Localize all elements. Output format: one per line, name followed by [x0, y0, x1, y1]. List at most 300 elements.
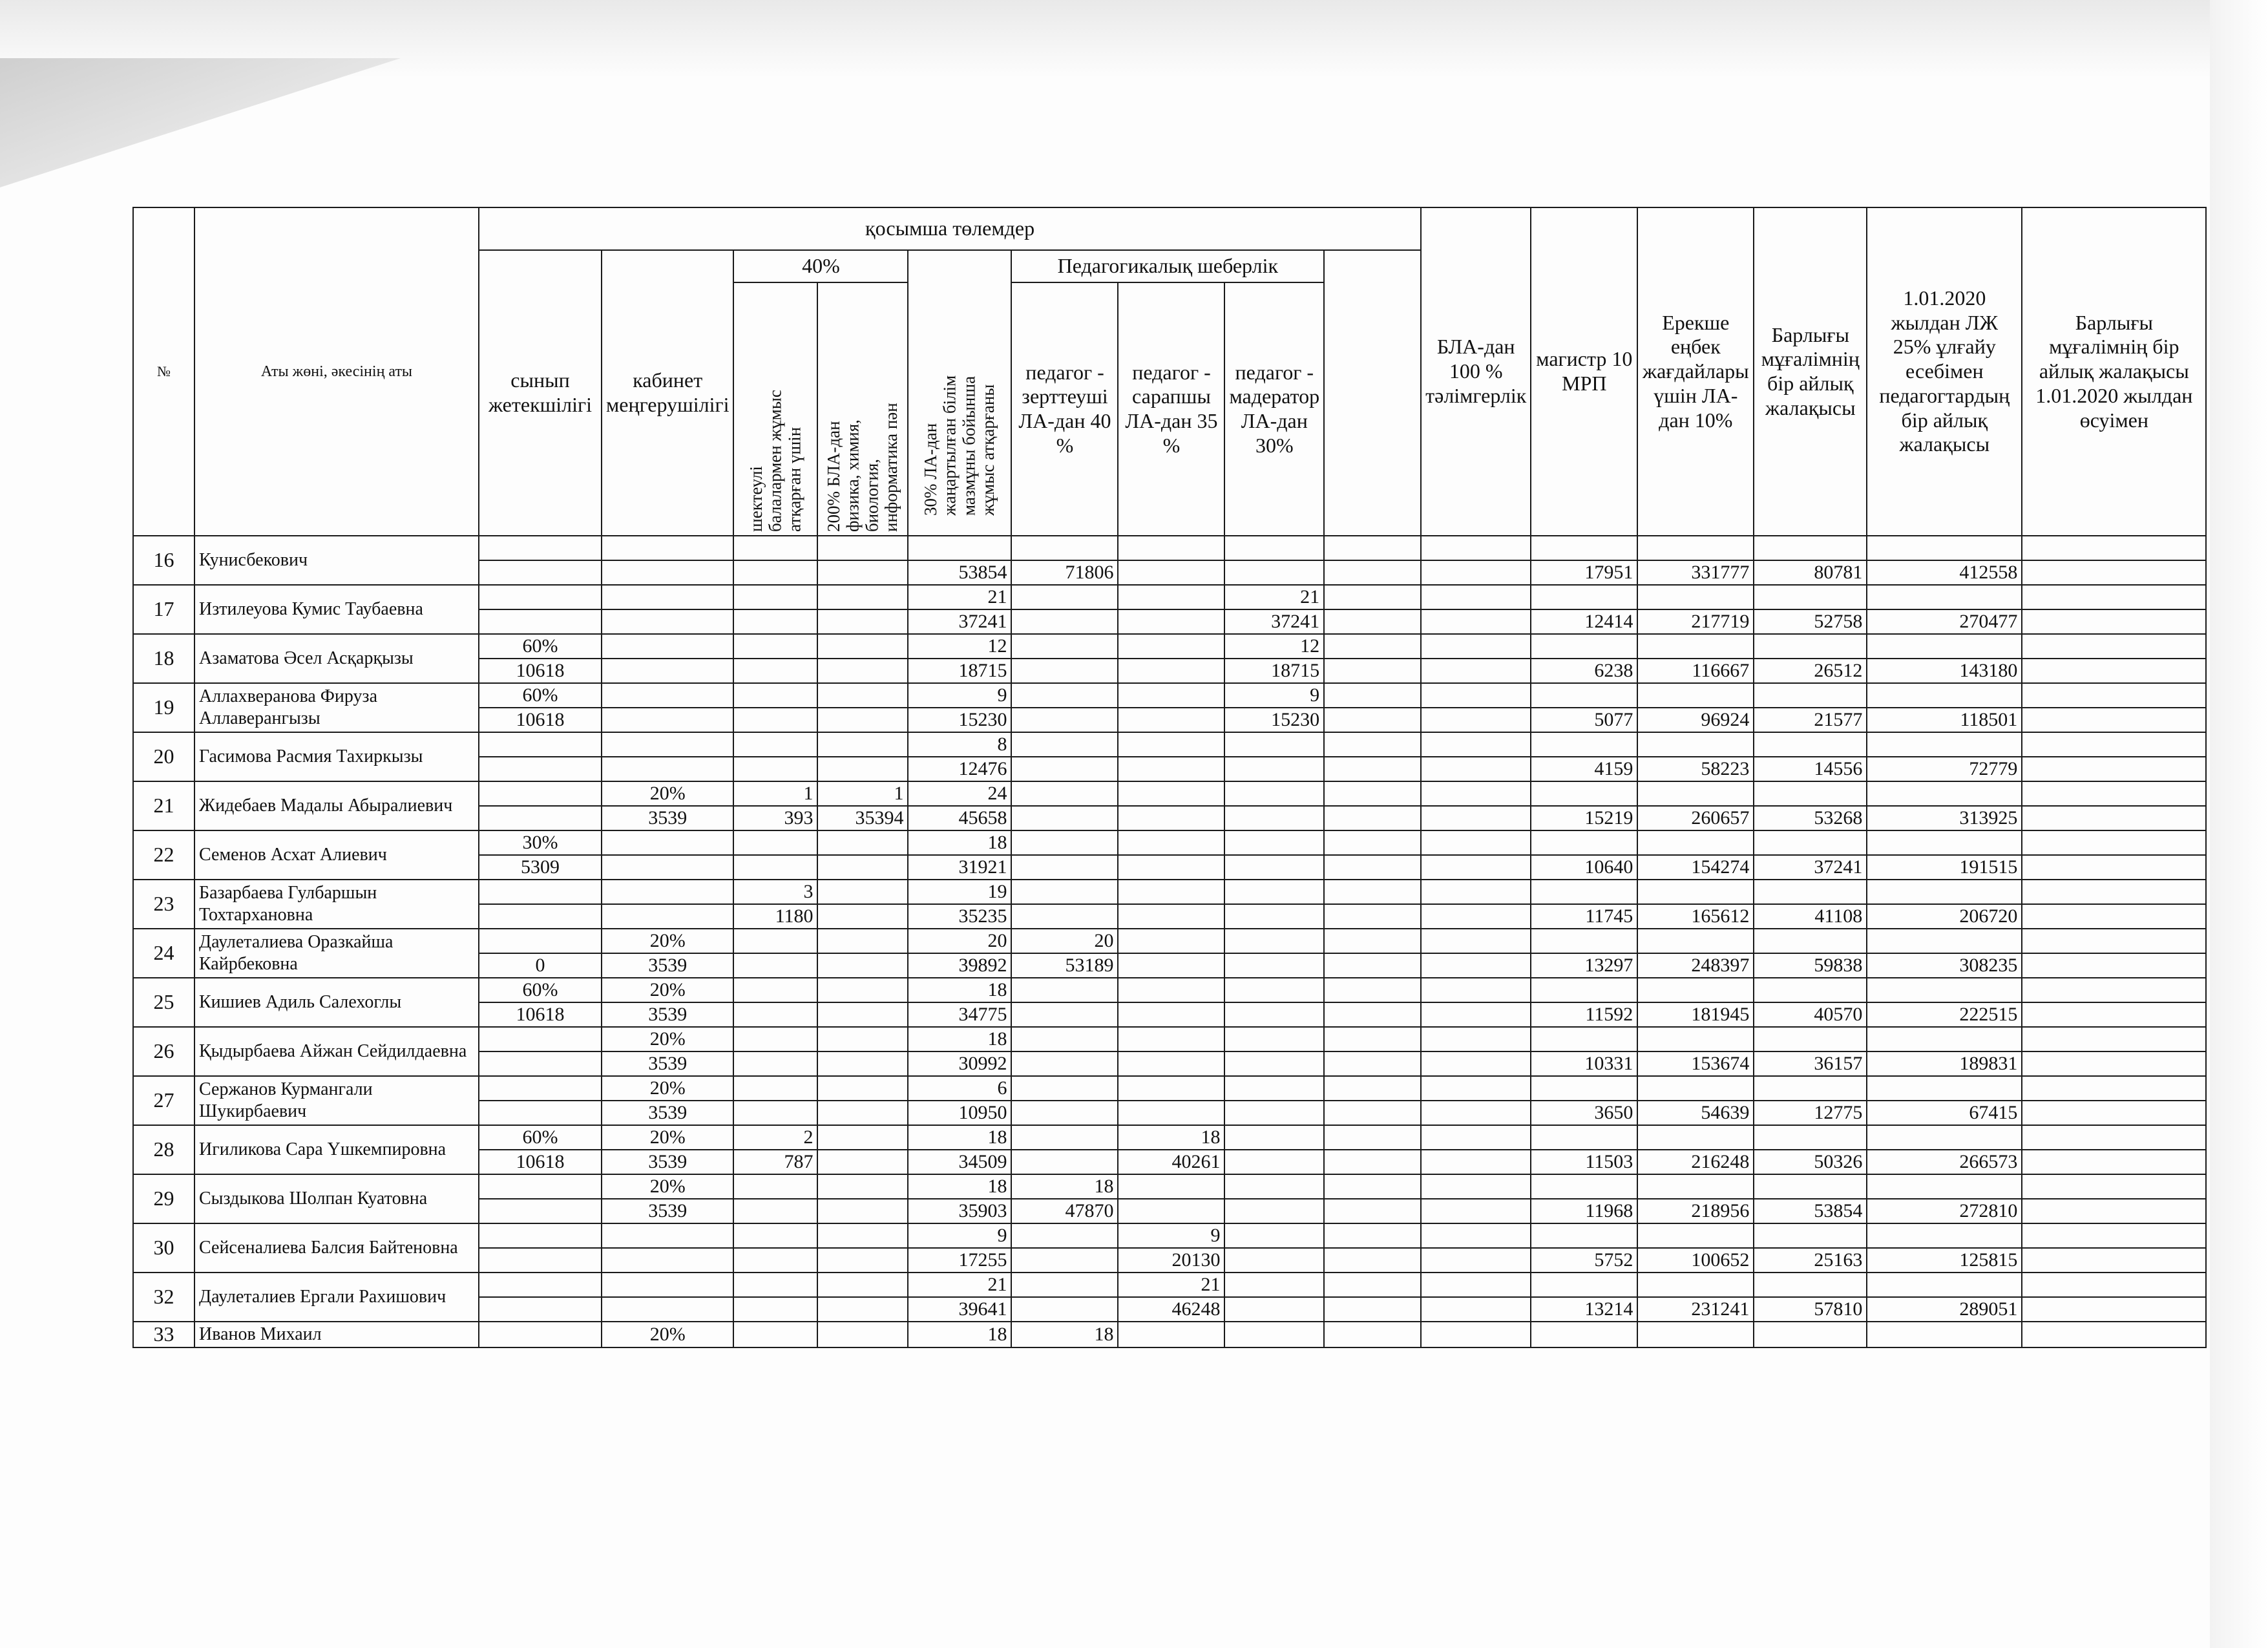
pedagog-mastery-header: Педагогикалық шеберлік [1011, 250, 1324, 282]
cell-amount [2022, 904, 2206, 929]
table-row [133, 536, 2206, 560]
cell-amount [817, 757, 908, 781]
cell-rate [2022, 732, 2206, 757]
cell-amount [2022, 1051, 2206, 1076]
cell-rate [1531, 683, 1637, 708]
cell-rate [1324, 781, 1421, 806]
cell-rate [1754, 1125, 1867, 1150]
page-edge [2210, 0, 2268, 1648]
cell-rate: 18 [908, 978, 1011, 1002]
cell-amount: 12414 [1531, 609, 1637, 634]
cell-rate [1754, 978, 1867, 1002]
cell-rate [1324, 1125, 1421, 1150]
cell-amount [733, 1051, 817, 1076]
cell-rate [1011, 781, 1118, 806]
cell-amount: 6238 [1531, 659, 1637, 683]
cell-amount [479, 1101, 602, 1125]
cell-amount [1224, 1297, 1324, 1322]
cell-rate [1224, 1223, 1324, 1248]
cell-rate [1637, 1174, 1754, 1199]
cell-rate [1324, 585, 1421, 609]
cell-rate [479, 732, 602, 757]
cell-amount: 80781 [1754, 560, 1867, 585]
cell-rate [479, 781, 602, 806]
cell-amount: 289051 [1867, 1297, 2022, 1322]
cell-rate [479, 1027, 602, 1051]
cell-rate [1754, 1273, 1867, 1297]
cell-rate [1754, 929, 1867, 953]
cell-rate [1867, 1125, 2022, 1150]
cell-rate [1754, 1027, 1867, 1051]
cell-rate [1637, 585, 1754, 609]
cell-amount [817, 1051, 908, 1076]
cell-amount [1011, 904, 1118, 929]
table-header [133, 207, 2206, 536]
cell-amount [733, 659, 817, 683]
bla30-line2: жаңартылған білім [940, 375, 960, 516]
cell-rate [602, 585, 733, 609]
cell-rate [1224, 1174, 1324, 1199]
cell-rate [817, 1273, 908, 1297]
cell-amount: 46248 [1118, 1297, 1224, 1322]
cell-rate [2022, 683, 2206, 708]
cell-rate [1224, 1076, 1324, 1101]
cell-rate: 9 [1118, 1223, 1224, 1248]
cell-amount [733, 609, 817, 634]
cell-amount [733, 855, 817, 880]
cell-rate [1867, 1027, 2022, 1051]
cell-amount [1324, 1199, 1421, 1223]
cell-amount: 100652 [1637, 1248, 1754, 1273]
cell-rate [1754, 683, 1867, 708]
cell-rate [1867, 1273, 2022, 1297]
cell-amount: 35903 [908, 1199, 1011, 1223]
cell-amount: 59838 [1754, 953, 1867, 978]
cell-rate: 8 [908, 732, 1011, 757]
cell-rate [1421, 1125, 1531, 1150]
teacher-name: Базарбаева Гулбаршын Тохтархановна [194, 880, 479, 929]
cell-rate [1224, 536, 1324, 560]
cell-amount: 17951 [1531, 560, 1637, 585]
cell-amount [1224, 560, 1324, 585]
cell-rate [817, 1174, 908, 1199]
cell-amount: 143180 [1867, 659, 2022, 683]
cell-rate [817, 978, 908, 1002]
cell-rate [1118, 929, 1224, 953]
extra-payments-header: қосымша төлемдер [479, 207, 1421, 250]
teacher-name: Даулеталиева Оразкайша Кайрбековна [194, 929, 479, 978]
cell-rate [1324, 536, 1421, 560]
cell-rate: 21 [1224, 585, 1324, 609]
cell-rate [1224, 978, 1324, 1002]
cell-rate [733, 929, 817, 953]
cell-rate [1637, 732, 1754, 757]
cell-amount [1421, 1051, 1531, 1076]
cell-rate [817, 929, 908, 953]
cell-rate [733, 683, 817, 708]
cell-amount: 54639 [1637, 1101, 1754, 1125]
cell-rate: 20% [602, 1125, 733, 1150]
cell-rate [1224, 1125, 1324, 1150]
col-cabinet: кабинет меңгерушілігі [602, 250, 733, 536]
cell-amount [1324, 1002, 1421, 1027]
cell-amount [1224, 1199, 1324, 1223]
cell-amount [479, 609, 602, 634]
cell-rate [1754, 1076, 1867, 1101]
cell-rate: 6 [908, 1076, 1011, 1101]
cell-rate [479, 1174, 602, 1199]
cell-rate [1421, 1174, 1531, 1199]
cell-amount: 218956 [1637, 1199, 1754, 1223]
cell-amount [817, 659, 908, 683]
cell-amount [1324, 609, 1421, 634]
table-row [133, 732, 2206, 757]
cell-rate [1324, 732, 1421, 757]
table-row [133, 830, 2206, 855]
cell-rate [1637, 781, 1754, 806]
teacher-name: Жидебаев Мадалы Абыралиевич [194, 781, 479, 830]
cell-rate [1867, 830, 2022, 855]
cell-amount [1421, 1199, 1531, 1223]
cell-rate [479, 1076, 602, 1101]
cell-amount: 3539 [602, 1002, 733, 1027]
cell-amount: 13297 [1531, 953, 1637, 978]
cell-rate [1867, 978, 2022, 1002]
cell-amount [1011, 609, 1118, 634]
cell-amount: 53854 [908, 560, 1011, 585]
row-number: 29 [133, 1174, 194, 1223]
cell-amount: 165612 [1637, 904, 1754, 929]
special-kids-line2: балалармен жұмыс [765, 390, 785, 532]
cell-rate [2022, 830, 2206, 855]
cell-rate [1637, 1076, 1754, 1101]
cell-amount: 11503 [1531, 1150, 1637, 1174]
cell-amount [1324, 1101, 1421, 1125]
cell-amount [2022, 708, 2206, 732]
table-row [133, 1174, 2206, 1199]
row-number: 33 [133, 1322, 194, 1347]
cell-rate [2022, 634, 2206, 659]
cell-amount [1324, 1051, 1421, 1076]
cell-rate: 60% [479, 1125, 602, 1150]
cell-amount: 272810 [1867, 1199, 2022, 1223]
cell-rate [817, 585, 908, 609]
col-bla-100: БЛА-дан 100 % тәлімгерлік [1421, 207, 1531, 536]
cell-rate [602, 1223, 733, 1248]
cell-amount [1421, 1150, 1531, 1174]
cell-rate [1637, 880, 1754, 904]
cell-amount [1324, 953, 1421, 978]
cell-amount: 393 [733, 806, 817, 830]
cell-amount: 11592 [1531, 1002, 1637, 1027]
cell-rate: 60% [479, 978, 602, 1002]
cell-amount: 4159 [1531, 757, 1637, 781]
cell-amount: 53268 [1754, 806, 1867, 830]
cell-rate [1224, 1273, 1324, 1297]
cell-amount: 266573 [1867, 1150, 2022, 1174]
cell-amount [602, 708, 733, 732]
bla30-line4: жұмыс атқарғаны [978, 384, 998, 516]
cell-rate [1754, 634, 1867, 659]
table-row [133, 1027, 2206, 1051]
cell-rate: 21 [1118, 1273, 1224, 1297]
cell-rate: 18 [1011, 1322, 1118, 1347]
cell-amount [733, 1101, 817, 1125]
cell-rate [817, 732, 908, 757]
cell-rate: 18 [908, 830, 1011, 855]
cell-amount [2022, 1002, 2206, 1027]
teacher-name: Сейсеналиева Балсия Байтеновна [194, 1223, 479, 1273]
cell-rate [1637, 978, 1754, 1002]
cell-rate [1754, 781, 1867, 806]
cell-amount [1224, 1248, 1324, 1273]
cell-rate: 19 [908, 880, 1011, 904]
cell-amount: 270477 [1867, 609, 2022, 634]
cell-rate [1421, 880, 1531, 904]
cell-rate [817, 1027, 908, 1051]
row-number: 23 [133, 880, 194, 929]
cell-amount [2022, 1297, 2206, 1322]
cell-amount: 787 [733, 1150, 817, 1174]
cell-amount: 35235 [908, 904, 1011, 929]
cell-rate [1011, 634, 1118, 659]
cell-rate [1637, 1273, 1754, 1297]
cell-rate [1011, 880, 1118, 904]
cell-rate [602, 683, 733, 708]
cell-rate [1637, 683, 1754, 708]
cell-rate [602, 634, 733, 659]
cell-amount [817, 609, 908, 634]
bla200-line1: 200% БЛА-дан [824, 421, 844, 532]
cell-rate: 1 [733, 781, 817, 806]
cell-amount [2022, 1150, 2206, 1174]
cell-amount [1118, 560, 1224, 585]
cell-amount [1421, 659, 1531, 683]
cell-rate [1531, 1273, 1637, 1297]
cell-rate [1011, 978, 1118, 1002]
bla200-line2: физика, химия, [843, 419, 863, 532]
cell-amount: 18715 [908, 659, 1011, 683]
teacher-name: Иванов Михаил [194, 1322, 479, 1347]
row-number: 28 [133, 1125, 194, 1174]
cell-amount: 26512 [1754, 659, 1867, 683]
cell-amount: 5309 [479, 855, 602, 880]
cell-amount [733, 953, 817, 978]
cell-amount: 53854 [1754, 1199, 1867, 1223]
cell-rate [2022, 929, 2206, 953]
cell-rate [1118, 1322, 1224, 1347]
cell-rate [2022, 1076, 2206, 1101]
cell-amount: 37241 [1754, 855, 1867, 880]
cell-amount: 10331 [1531, 1051, 1637, 1076]
cell-amount [1011, 1248, 1118, 1273]
cell-rate: 21 [908, 585, 1011, 609]
row-number: 25 [133, 978, 194, 1027]
cell-amount [2022, 1248, 2206, 1273]
col-class-teacher: сынып жетекшілігі [479, 250, 602, 536]
cell-rate [1637, 1125, 1754, 1150]
cell-amount [1224, 757, 1324, 781]
cell-rate [1118, 1174, 1224, 1199]
cell-amount [1011, 806, 1118, 830]
cell-amount [1011, 1101, 1118, 1125]
cell-rate [602, 536, 733, 560]
cell-amount: 231241 [1637, 1297, 1754, 1322]
cell-amount: 31921 [908, 855, 1011, 880]
cell-rate [733, 1322, 817, 1347]
cell-rate [817, 1076, 908, 1101]
cell-rate [1637, 830, 1754, 855]
cell-amount: 72779 [1867, 757, 2022, 781]
cell-rate [1324, 1273, 1421, 1297]
row-number: 17 [133, 585, 194, 634]
table-row [133, 1273, 2206, 1297]
cell-rate [1224, 781, 1324, 806]
cell-rate: 18 [908, 1027, 1011, 1051]
cell-rate [1637, 1322, 1754, 1347]
cell-amount [1118, 1002, 1224, 1027]
cell-rate: 18 [908, 1125, 1011, 1150]
cell-amount [602, 855, 733, 880]
cell-rate: 18 [1011, 1174, 1118, 1199]
cell-rate [1118, 1076, 1224, 1101]
cell-amount: 39641 [908, 1297, 1011, 1322]
cell-amount [817, 904, 908, 929]
cell-rate [1867, 929, 2022, 953]
cell-amount: 10618 [479, 1150, 602, 1174]
cell-amount: 58223 [1637, 757, 1754, 781]
table-row [133, 1223, 2206, 1248]
cell-rate [2022, 1125, 2206, 1150]
cell-rate: 24 [908, 781, 1011, 806]
cell-amount: 10618 [479, 708, 602, 732]
table-row [133, 1322, 2206, 1347]
col-special-cond: Ерекше еңбек жағдайлары үшін ЛА-дан 10% [1637, 207, 1754, 536]
cell-rate [1224, 1027, 1324, 1051]
cell-amount [479, 904, 602, 929]
cell-rate: 21 [908, 1273, 1011, 1297]
cell-amount: 125815 [1867, 1248, 2022, 1273]
cell-rate [479, 1223, 602, 1248]
table-body [133, 536, 2206, 1347]
cell-amount [1011, 708, 1118, 732]
cell-rate [733, 978, 817, 1002]
cell-amount [1324, 659, 1421, 683]
cell-rate [1118, 536, 1224, 560]
cell-amount: 10950 [908, 1101, 1011, 1125]
cell-amount [1224, 1101, 1324, 1125]
cell-rate: 20 [908, 929, 1011, 953]
cell-amount [1421, 609, 1531, 634]
cell-amount: 30992 [908, 1051, 1011, 1076]
cell-rate: 9 [1224, 683, 1324, 708]
cell-rate [1531, 1027, 1637, 1051]
cell-rate [1324, 978, 1421, 1002]
col-increase-2020: 1.01.2020 жылдан ЛЖ 25% ұлғайу есебімен педагогтардың бір айлық жалақысы [1867, 207, 2022, 536]
row-number: 18 [133, 634, 194, 683]
table-row [133, 1076, 2206, 1101]
cell-amount: 12476 [908, 757, 1011, 781]
cell-rate [1754, 1223, 1867, 1248]
cell-amount [1118, 855, 1224, 880]
row-number: 19 [133, 683, 194, 732]
cell-rate [1531, 781, 1637, 806]
cell-amount: 67415 [1867, 1101, 2022, 1125]
cell-rate [1531, 1076, 1637, 1101]
cell-amount [1421, 1297, 1531, 1322]
cell-amount [1118, 953, 1224, 978]
cell-rate [2022, 1174, 2206, 1199]
cell-rate [1867, 536, 2022, 560]
cell-amount [1324, 1248, 1421, 1273]
cell-amount [2022, 806, 2206, 830]
cell-amount [1011, 757, 1118, 781]
cell-rate [1011, 683, 1118, 708]
cell-amount: 11745 [1531, 904, 1637, 929]
row-number: 20 [133, 732, 194, 781]
col-expert: педагог - сарапшы ЛА-дан 35 % [1118, 282, 1224, 536]
cell-amount: 3539 [602, 1199, 733, 1223]
col-bla-200 [817, 282, 908, 536]
cell-rate [2022, 1223, 2206, 1248]
cell-rate [1324, 1322, 1421, 1347]
cell-amount: 3539 [602, 1051, 733, 1076]
row-number: 21 [133, 781, 194, 830]
cell-rate: 20% [602, 978, 733, 1002]
cell-amount: 96924 [1637, 708, 1754, 732]
cell-amount [733, 1002, 817, 1027]
cell-amount: 15230 [1224, 708, 1324, 732]
salary-table [132, 207, 2207, 1348]
col-moderator: педагог - мадератор ЛА-дан 30% [1224, 282, 1324, 536]
cell-amount: 50326 [1754, 1150, 1867, 1174]
cell-amount: 45658 [908, 806, 1011, 830]
cell-rate [602, 880, 733, 904]
teacher-name: Кишиев Адиль Салехоглы [194, 978, 479, 1027]
cell-amount: 41108 [1754, 904, 1867, 929]
cell-amount [1118, 659, 1224, 683]
cell-amount: 3539 [602, 1150, 733, 1174]
cell-amount: 71806 [1011, 560, 1118, 585]
cell-rate [1421, 978, 1531, 1002]
cell-amount [1421, 806, 1531, 830]
cell-rate [1324, 683, 1421, 708]
cell-rate [1324, 634, 1421, 659]
cell-rate [2022, 1273, 2206, 1297]
cell-rate [1118, 1027, 1224, 1051]
cell-amount: 216248 [1637, 1150, 1754, 1174]
cell-amount [1011, 1002, 1118, 1027]
cell-rate [2022, 880, 2206, 904]
cell-amount: 116667 [1637, 659, 1754, 683]
cell-amount [1421, 708, 1531, 732]
cell-amount: 36157 [1754, 1051, 1867, 1076]
cell-rate: 20 [1011, 929, 1118, 953]
cell-amount [1118, 1199, 1224, 1223]
teacher-name: Даулеталиев Ергали Рахишович [194, 1273, 479, 1322]
col-bla-30 [908, 250, 1011, 536]
cell-rate [1011, 1027, 1118, 1051]
cell-amount [1421, 560, 1531, 585]
cell-rate [1011, 1076, 1118, 1101]
cell-amount: 153674 [1637, 1051, 1754, 1076]
cell-rate [1421, 585, 1531, 609]
cell-rate [1867, 781, 2022, 806]
cell-amount [2022, 560, 2206, 585]
cell-amount [1011, 1150, 1118, 1174]
col-master: магистр 10 МРП [1531, 207, 1637, 536]
cell-rate [1224, 830, 1324, 855]
